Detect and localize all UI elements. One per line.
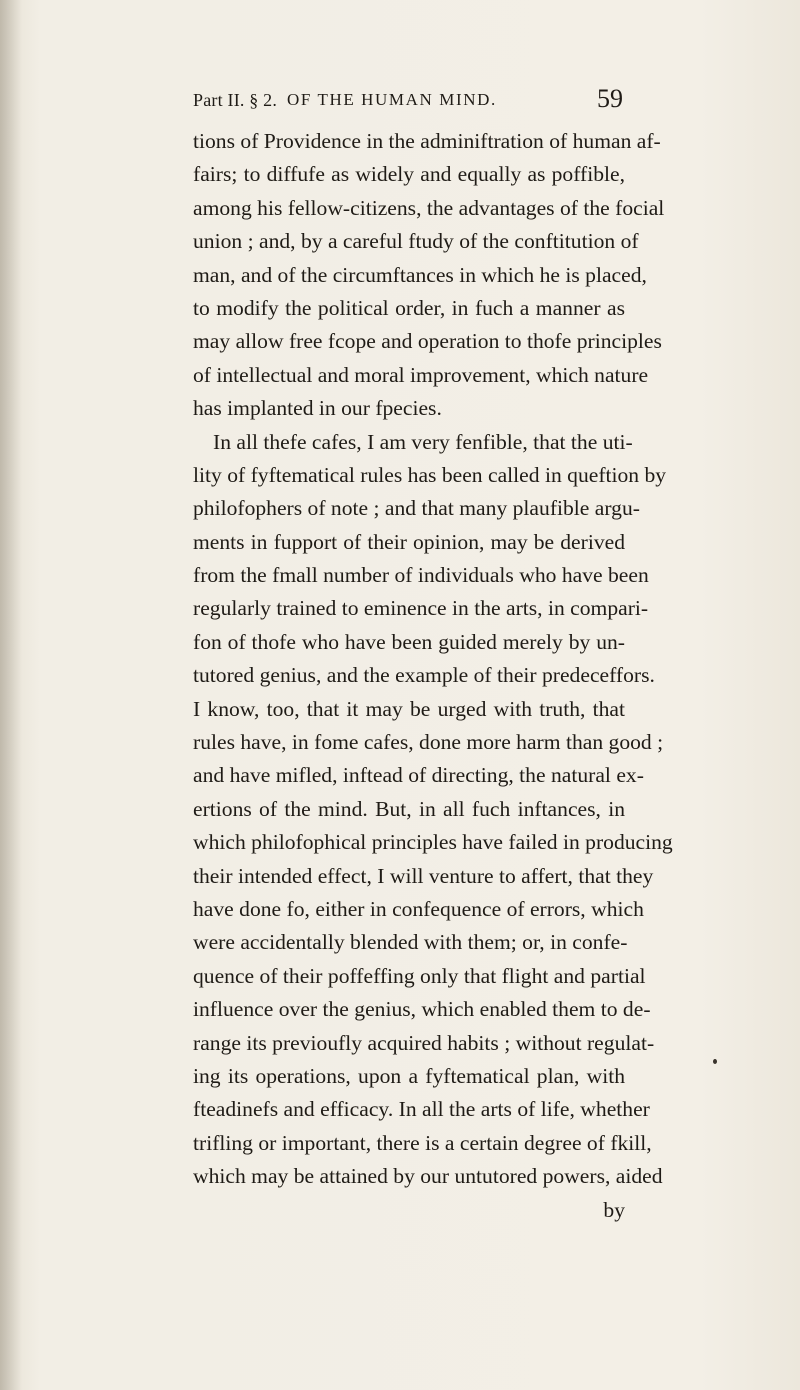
text-line: I know, too, that it may be urged with truth, that [193,696,625,721]
body-text [193,125,673,1227]
text-line: ments in fupport of their opinion, may be derived [193,529,625,554]
text-line: ing its operations, upon a fyftematical plan, with [193,1063,625,1088]
binding-gutter [0,0,22,1390]
text-line: among his fellow-citizens, the advantages of the focial [193,195,665,220]
catchword: by [603,1197,625,1222]
ink-speck [713,1059,717,1064]
text-line: and have mifled, inftead of directing, the natural ex- [193,763,644,788]
text-line: range its previoufly acquired habits ; without regulat- [193,1030,655,1055]
text-line: tions of Providence in the adminiftration of human af- [193,129,661,153]
text-line: were accidentally blended with them; or, in confe- [193,930,628,955]
text-line: fairs; to diffufe as widely and equally as poffible, [193,162,625,187]
running-header [193,84,623,114]
text-line: to modify the political order, in fuch a manner as [193,295,625,320]
text-line: from the fmall number of individuals who have been [193,563,649,588]
text-line: quence of their poffeffing only that flight and partial [193,963,646,988]
text-line: ertions of the mind. But, in all fuch inftances, in [193,796,625,821]
text-line: trifling or important, there is a certain degree of fkill, [193,1130,652,1155]
text-line: union ; and, by a careful ftudy of the conftitution of [193,229,639,254]
text-line: their intended effect, I will venture to affert, that they [193,863,654,888]
text-line: tutored genius, and the example of their predeceffors. [193,663,655,688]
text-line: fteadinefs and efficacy. In all the arts of life, whether [193,1097,650,1122]
text-line: has implanted in our fpecies. [193,396,442,421]
text-line: of intellectual and moral improvement, which nature [193,362,649,387]
text-line: lity of fyftematical rules has been called in queftion by [193,462,667,487]
page-number: 59 [597,84,623,113]
text-line: have done fo, either in confequence of errors, which [193,896,644,921]
text-line: rules have, in fome cafes, done more harm than good ; [193,730,664,755]
section-reference: Part II. § 2. [193,90,278,110]
running-title: OF THE HUMAN MIND. [287,90,497,109]
text-line: which may be attained by our untutored powers, aided [193,1164,663,1189]
text-line: may allow free fcope and operation to thofe principles [193,329,662,354]
text-line: which philofophical principles have failed in producing [193,830,673,855]
text-line: philofophers of note ; and that many plaufible argu- [193,496,640,521]
text-line: influence over the genius, which enabled them to de- [193,997,651,1022]
text-line: In all thefe cafes, I am very fenfible, that the uti- [213,429,633,454]
text-line: fon of thofe who have been guided merely by un- [193,629,625,654]
text-line: man, and of the circumftances in which he is placed, [193,262,647,287]
text-line: regularly trained to eminence in the arts, in compari- [193,596,649,621]
